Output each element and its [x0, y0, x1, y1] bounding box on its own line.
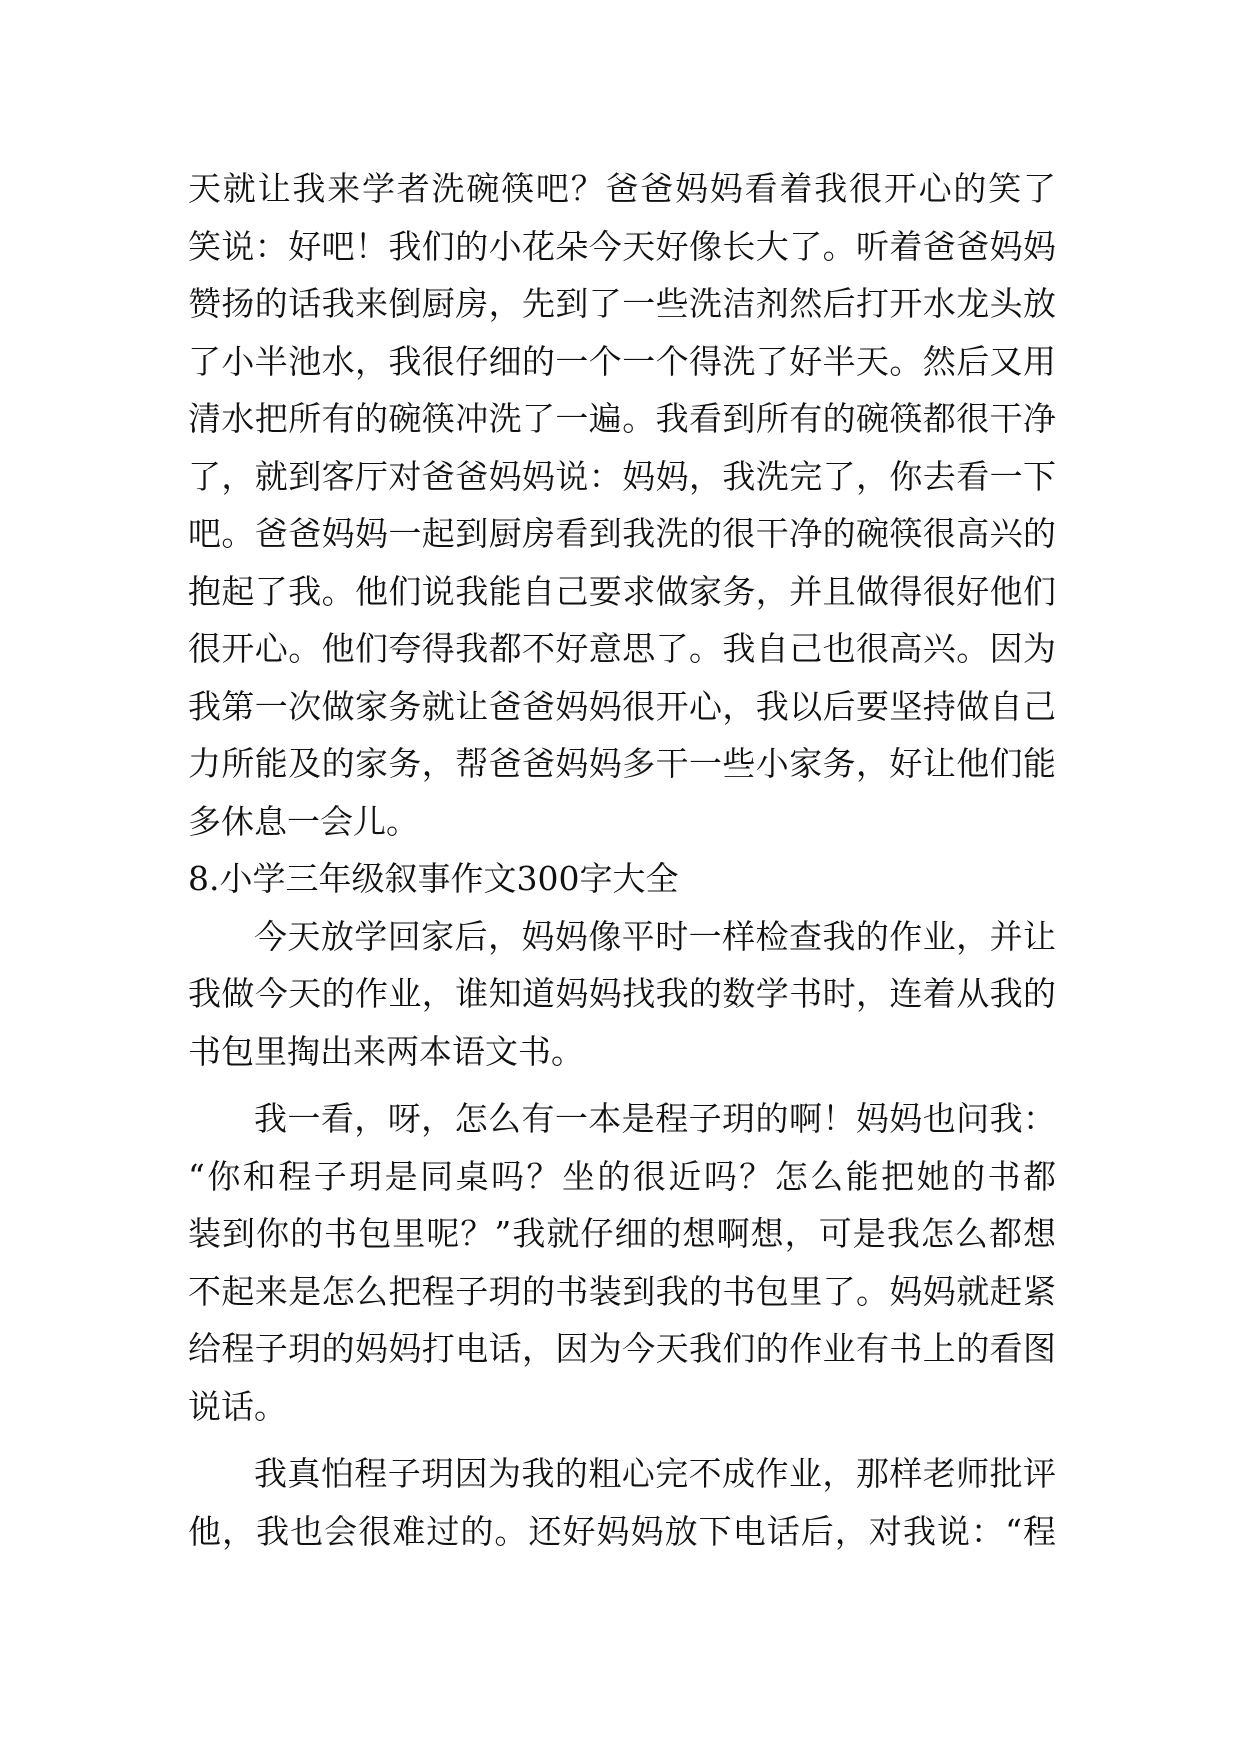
text-line: 吧。爸爸妈妈一起到厨房看到我洗的很干净的碗筷很高兴的: [188, 514, 1056, 553]
document-page: [188, 160, 1056, 1560]
text-line: 说话。: [188, 1386, 287, 1426]
text-line: 了小半池水，我很仔细的一个一个得洗了好半天。然后又用: [188, 341, 1056, 381]
paragraph-worry: [188, 1445, 1056, 1560]
text-line: 多休息一会儿。: [188, 801, 419, 841]
text-line: 书包里掏出来两本语文书。: [188, 1031, 584, 1071]
text-line: 赞扬的话我来倒厨房，先到了一些洗洁剂然后打开水龙头放: [188, 284, 1056, 323]
text-line: 装到你的书包里呢？”我就仔细的想啊想，可是我怎么都想: [188, 1214, 1056, 1253]
text-line: 不起来是怎么把程子玥的书装到我的书包里了。妈妈就赶紧: [188, 1271, 1056, 1311]
text-line: 他，我也会很难过的。还好妈妈放下电话后，对我说：“程: [188, 1511, 1056, 1551]
text-line: 天就让我来学者洗碗筷吧？爸爸妈妈看着我很开心的笑了: [188, 169, 1056, 208]
paragraph-homework-check: [188, 908, 1056, 1081]
text-line: 我真怕程子玥因为我的粗心完不成作业，那样老师批评: [254, 1454, 1056, 1493]
text-line: 抱起了我。他们说我能自己要求做家务，并且做得很好他们: [188, 571, 1056, 611]
text-line: “你和程子玥是同桌吗？坐的很近吗？怎么能把她的书都: [188, 1156, 1056, 1196]
text-line: 清水把所有的碗筷冲洗了一遍。我看到所有的碗筷都很干净: [188, 399, 1056, 438]
text-line: 笑说：好吧！我们的小花朵今天好像长大了。听着爸爸妈妈: [188, 226, 1056, 266]
paragraph-gap: [188, 1080, 1056, 1090]
text-line: 我做今天的作业，谁知道妈妈找我的数学书时，连着从我的: [188, 974, 1056, 1013]
paragraph-housework-story: [188, 160, 1056, 850]
text-line: 力所能及的家务，帮爸爸妈妈多干一些小家务，好让他们能: [188, 744, 1056, 783]
text-line: 了，就到客厅对爸爸妈妈说：妈妈，我洗完了，你去看一下: [188, 456, 1056, 496]
paragraph-wrong-book: [188, 1090, 1056, 1435]
text-line: 我第一次做家务就让爸爸妈妈很开心，我以后要坚持做自己: [188, 686, 1056, 726]
paragraph-gap: [188, 1435, 1056, 1445]
text-line: 我一看，呀，怎么有一本是程子玥的啊！妈妈也问我：: [254, 1099, 1056, 1138]
text-line: 很开心。他们夸得我都不好意思了。我自己也很高兴。因为: [188, 629, 1056, 668]
section-heading: 8.小学三年级叙事作文300字大全: [188, 859, 679, 898]
text-line: 给程子玥的妈妈打电话，因为今天我们的作业有书上的看图: [188, 1329, 1056, 1368]
text-line: 今天放学回家后，妈妈像平时一样检查我的作业，并让: [254, 916, 1056, 956]
